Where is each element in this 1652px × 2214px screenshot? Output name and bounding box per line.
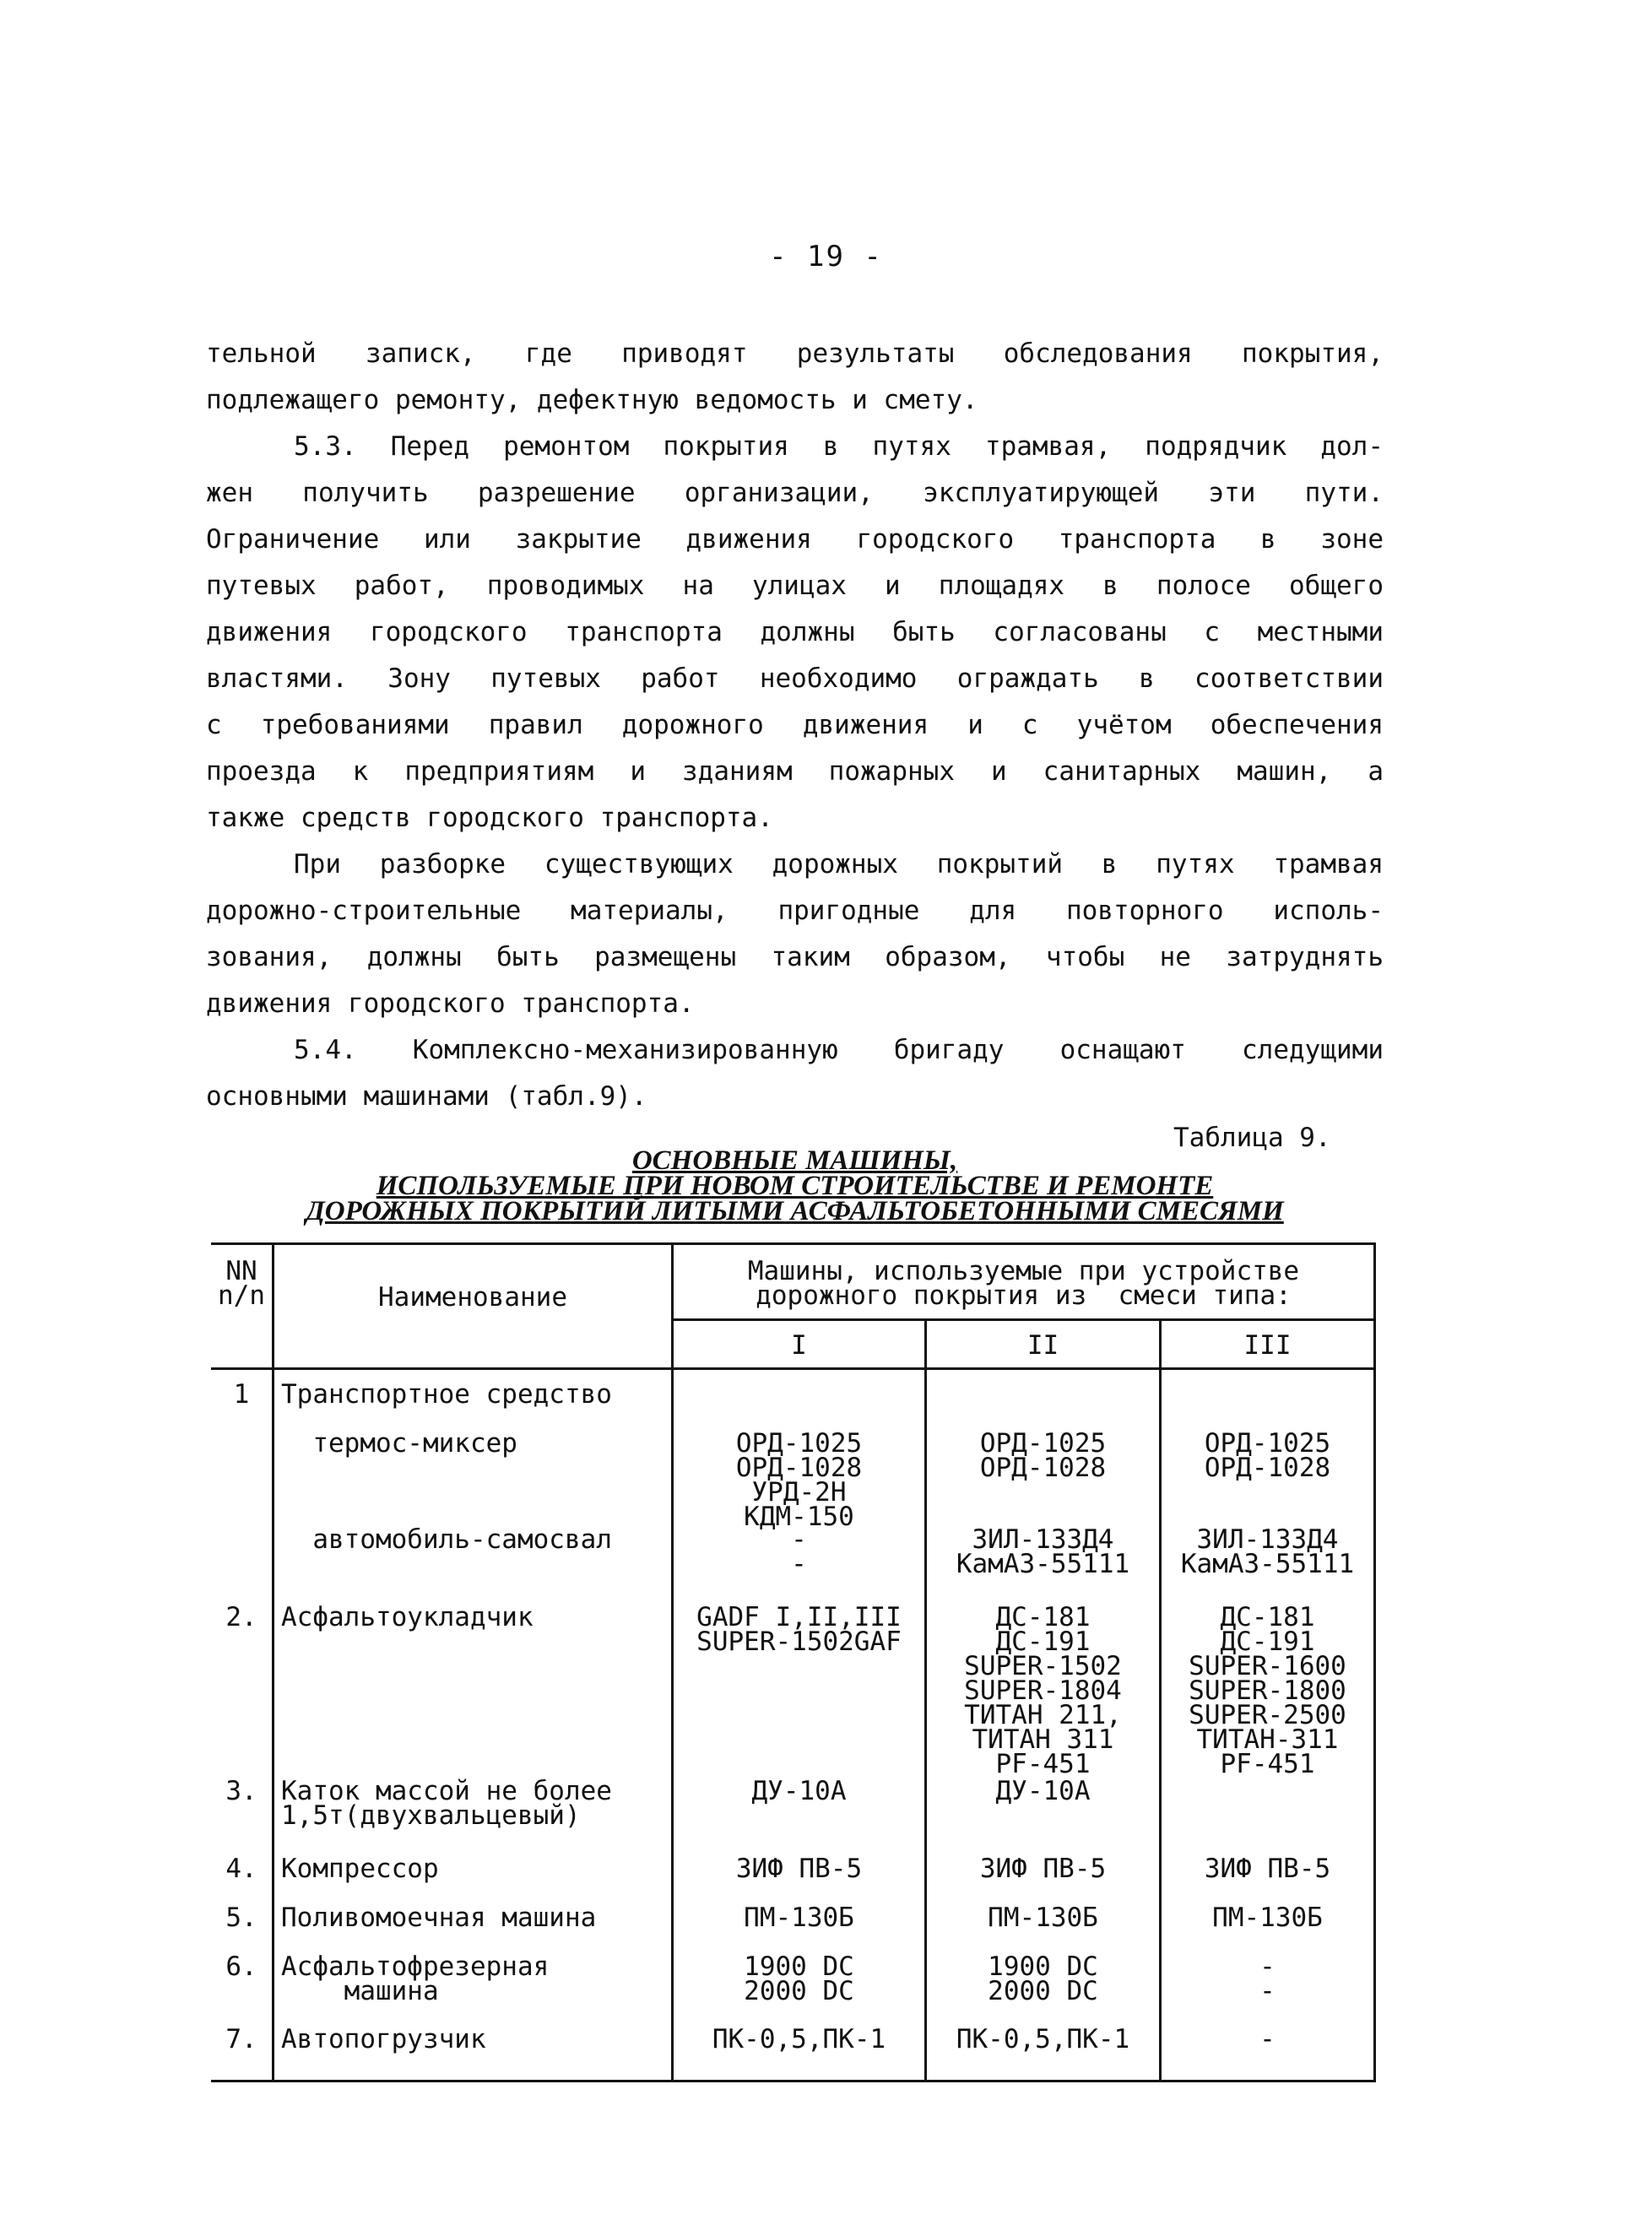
- row-type-2-machines: ДУ-10А: [995, 1776, 1091, 1806]
- row-type-3-machines: ЗИЛ-133Д4 КамАЗ-55111: [1180, 1524, 1355, 1579]
- header-machines-group: Машины, используемые при устройстве дорожного покрытия из смеси типа:: [747, 1256, 1300, 1311]
- row-number: 5.: [225, 1903, 257, 1933]
- row-type-2-machines: ПМ-130Б: [988, 1903, 1098, 1933]
- row-type-2-machines: ПК-0,5,ПК-1: [956, 2024, 1130, 2054]
- row-type-3-machines: ПМ-130Б: [1212, 1903, 1323, 1933]
- text-line: При разборке существующих дорожных покрытий в путях трамвая: [294, 849, 1384, 880]
- row-name: Асфальтофрезерная машина: [281, 1951, 550, 2006]
- text-line: также средств городского транспорта.: [206, 803, 773, 833]
- row-name: Транспортное средство: [281, 1379, 612, 1410]
- row-type-1-machines: ОРД-1025 ОРД-1028 УРД-2Н КДМ-150: [735, 1428, 863, 1532]
- header-type-1: I: [791, 1330, 807, 1361]
- row-number: 3.: [225, 1776, 257, 1806]
- row-type-3-machines: ДС-181 ДС-191 SUPER-1600 SUPER-1800 SUPER-2500 ТИТАН-311 PF-451: [1189, 1602, 1346, 1779]
- text-line: с требованиями правил дорожного движения и с учётом обеспечения: [206, 710, 1384, 740]
- row-type-1-machines: ЗИФ ПВ-5: [735, 1854, 863, 1884]
- paragraph-dismantling: [206, 842, 1384, 1027]
- table-title-line: ДОРОЖНЫХ ПОКРЫТИЙ ЛИТЫМИ АСФАЛЬТОБЕТОННЫМИ СМЕСЯМИ: [306, 1196, 1284, 1226]
- row-type-1-machines: ПМ-130Б: [744, 1903, 854, 1933]
- paragraph-5-4: [206, 1027, 1384, 1120]
- row-name: Каток массой не более 1,5т(двухвальцевый): [281, 1776, 612, 1831]
- row-name: автомобиль-самосвал: [281, 1524, 612, 1555]
- table-bottom-border: [211, 2080, 1376, 2082]
- header-type-2: II: [1026, 1330, 1059, 1361]
- row-type-2-machines: ОРД-1025 ОРД-1028: [979, 1428, 1107, 1483]
- text-line: 5.4. Комплексно-механизированную бригаду оснащают следущими: [294, 1035, 1384, 1065]
- row-number: 6.: [225, 1951, 257, 1982]
- row-type-1-machines: 1900 DC 2000 DC: [744, 1951, 854, 2006]
- page-number: - 19 -: [769, 240, 883, 273]
- text-line: основными машинами (табл.9).: [206, 1081, 647, 1112]
- col-border: [272, 1242, 274, 2080]
- row-type-3-machines: - -: [1259, 1951, 1276, 2006]
- table-title-line: ОСНОВНЫЕ МАШИНЫ,: [631, 1145, 958, 1176]
- row-type-3-machines: ОРД-1025 ОРД-1028: [1204, 1428, 1331, 1483]
- table-title-line: ИСПОЛЬЗУЕМЫЕ ПРИ НОВОМ СТРОИТЕЛЬСТВЕ И РЕМОНТЕ: [376, 1171, 1214, 1201]
- header-type-3: III: [1243, 1330, 1292, 1361]
- text-line: движения городского транспорта должны быть согласованы с местными: [206, 617, 1384, 647]
- text-line: властями. Зону путевых работ необходимо ограждать в соответствии: [206, 663, 1384, 694]
- header-name: Наименование: [378, 1282, 567, 1313]
- table-label: Таблица 9.: [1173, 1123, 1331, 1153]
- text-line: тельной записк, где приводят результаты обследования покрытия,: [206, 338, 1384, 369]
- text-line: 5.3. Перед ремонтом покрытия в путях трамвая, подрядчик дол-: [294, 431, 1384, 462]
- row-number: 7.: [225, 2024, 257, 2054]
- table-title: [206, 1145, 1384, 1226]
- row-type-2-machines: ЗИФ ПВ-5: [979, 1854, 1107, 1884]
- row-type-1-machines: ПК-0,5,ПК-1: [712, 2024, 886, 2054]
- row-type-1-machines: GADF I,II,III SUPER-1502GAF: [696, 1602, 902, 1657]
- row-type-3-machines: -: [1259, 2024, 1276, 2054]
- header-bottom-border: [211, 1367, 1376, 1370]
- row-type-3-machines: ЗИФ ПВ-5: [1204, 1854, 1331, 1884]
- row-number: 2.: [225, 1602, 257, 1632]
- text-line: Ограничение или закрытие движения городского транспорта в зоне: [206, 524, 1384, 555]
- row-type-2-machines: ДС-181 ДС-191 SUPER-1502 SUPER-1804 ТИТАН 211, ТИТАН 311 PF-451: [964, 1602, 1122, 1779]
- row-name: Компрессор: [281, 1854, 439, 1884]
- row-name: Автопогрузчик: [281, 2024, 486, 2054]
- row-type-2-machines: 1900 DC 2000 DC: [988, 1951, 1098, 2006]
- row-number: 4.: [225, 1854, 257, 1884]
- row-type-1-machines: ДУ-10А: [751, 1776, 847, 1806]
- row-type-2-machines: ЗИЛ-133Д4 КамАЗ-55111: [956, 1524, 1130, 1579]
- col-border: [1373, 1242, 1376, 2080]
- text-line: проезда к предприятиям и зданиям пожарных и санитарных машин, а: [206, 756, 1384, 787]
- text-line: движения городского транспорта.: [206, 988, 695, 1019]
- row-number: 1: [233, 1379, 250, 1410]
- paragraph-1: [206, 331, 1384, 424]
- text-line: дорожно-строительные материалы, пригодные для повторного исполь-: [206, 896, 1384, 926]
- header-number: NN n/n: [218, 1256, 265, 1311]
- paragraph-5-3: [206, 424, 1384, 842]
- text-line: жен получить разрешение организации, эксплуатирующей эти пути.: [206, 478, 1384, 508]
- type-row-border: [671, 1318, 1376, 1321]
- row-name: Поливомоечная машина: [281, 1903, 597, 1933]
- row-type-1-machines: - -: [791, 1524, 807, 1579]
- row-name: Асфальтоукладчик: [281, 1602, 534, 1632]
- text-line: зования, должны быть размещены таким образом, чтобы не затруднять: [206, 942, 1384, 972]
- body-text: [206, 331, 1384, 1120]
- table-top-border: [211, 1242, 1376, 1245]
- text-line: путевых работ, проводимых на улицах и площадях в полосе общего: [206, 571, 1384, 601]
- text-line: подлежащего ремонту, дефектную ведомость и смету.: [206, 385, 978, 415]
- row-name: термос-миксер: [281, 1428, 517, 1459]
